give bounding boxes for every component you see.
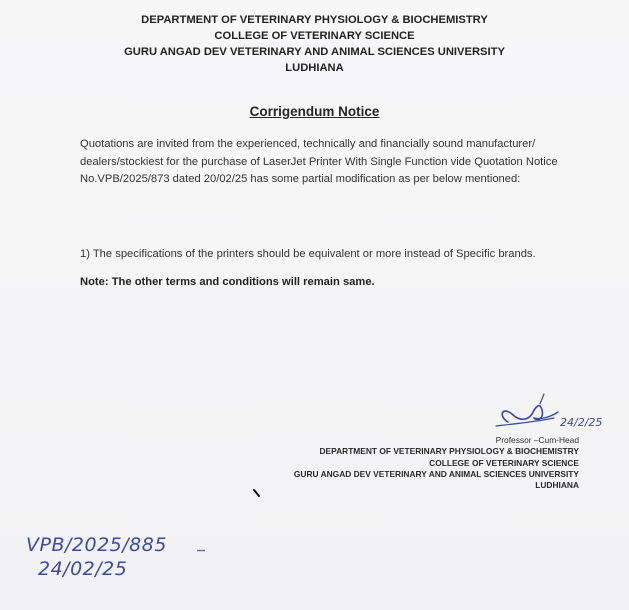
signatory-city: LUDHIANA xyxy=(535,480,579,491)
header-university: GURU ANGAD DEV VETERINARY AND ANIMAL SCIENCES UNIVERSITY xyxy=(124,46,505,58)
header-department: DEPARTMENT OF VETERINARY PHYSIOLOGY & BIOCHEMISTRY xyxy=(141,14,488,26)
signature-date: 24/2/25 xyxy=(560,416,603,429)
modification-item-1: 1) The specifications of the printers should be equivalent or more instead of Specific brands. xyxy=(80,248,536,260)
signatory-college: COLLEGE OF VETERINARY SCIENCE xyxy=(429,457,579,468)
letterhead xyxy=(0,12,629,76)
signatory-role: Professor –Cum-Head xyxy=(495,435,579,445)
ink-mark xyxy=(252,488,262,498)
signatory-university: GURU ANGAD DEV VETERINARY AND ANIMAL SCIENCES UNIVERSITY xyxy=(293,468,579,479)
signature-scribble xyxy=(494,392,624,436)
signature-block xyxy=(279,435,579,491)
handwritten-reference xyxy=(26,534,206,594)
handwritten-ref-number: VPB/2025/885 xyxy=(26,534,167,556)
notice-paragraph: Quotations are invited from the experienced, technically and financially sound manufacturer/ dealers/stockiest for the purchase of LaserJet Printer With Single Function vide Quotation Notice No.VPB/2025/873 dated 20/02/25 has some partial modification as per below mentioned: xyxy=(80,138,558,185)
signatory-department: DEPARTMENT OF VETERINARY PHYSIOLOGY & BIOCHEMISTRY xyxy=(319,446,579,457)
terms-note: Note: The other terms and conditions will remain same. xyxy=(80,276,375,288)
header-college: COLLEGE OF VETERINARY SCIENCE xyxy=(214,30,415,42)
notice-title: Corrigendum Notice xyxy=(249,104,380,119)
stray-pen-mark xyxy=(197,549,205,552)
handwritten-ref-date: 24/02/25 xyxy=(38,558,128,580)
header-city: LUDHIANA xyxy=(285,62,344,74)
